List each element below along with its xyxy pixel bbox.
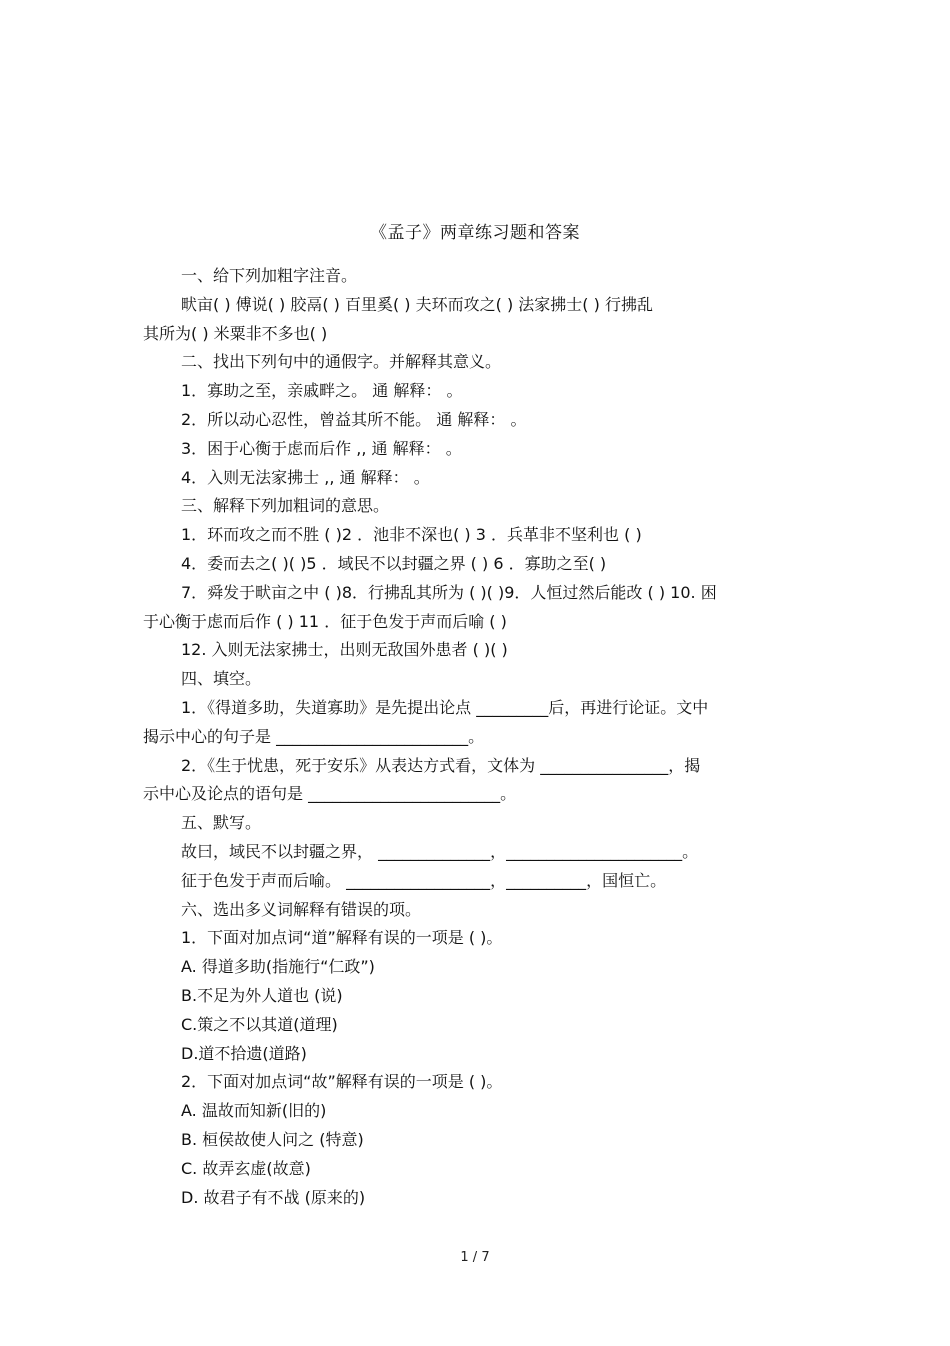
fill-in-line: 1．《得道多助，失道寡助》是先提出论点 _________后，再进行论证。文中 — [181, 697, 709, 717]
fill-in-line: 示中心及论点的语句是 ________________________。 — [143, 784, 517, 804]
question-line: 4．委而去之( )( )5 ．域民不以封疆之界 ( ) 6 ．寡助之至( ) — [181, 553, 607, 573]
section-heading-1: 一、给下列加粗字注音。 — [181, 266, 358, 285]
document-title: 《孟子》两章练习题和答案 — [370, 223, 580, 243]
option-a: A. 温故而知新(旧的) — [181, 1101, 327, 1121]
section-heading-2: 二、找出下列句中的通假字。并解释其意义。 — [181, 352, 502, 372]
question-item: 2．下面对加点词“故”解释有误的一项是 ( )。 — [181, 1072, 503, 1092]
question-line: 于心衡于虑而后作 ( ) 11 ．征于色发于声而后喻 ( ) — [143, 611, 507, 631]
question-line: 12. 入则无法家拂士，出则无敌国外患者 ( )( ) — [181, 640, 508, 660]
question-item: 4．入则无法家拂士 ,, 通 解释： 。 — [181, 467, 430, 487]
section-heading-5: 五、默写。 — [181, 813, 262, 833]
document-body — [143, 262, 805, 1212]
fill-in-line: 揭示中心的句子是 ________________________。 — [143, 726, 485, 746]
question-item: 2．所以动心忍性，曾益其所不能。 通 解释： 。 — [181, 409, 527, 429]
option-c: C.策之不以其道(道理) — [181, 1014, 338, 1034]
option-b: B. 桓侯故使人问之 (特意) — [181, 1129, 364, 1149]
question-line: 1．环而攻之而不胜 ( )2 ．池非不深也( ) 3 ．兵革非不坚利也 ( ) — [181, 525, 642, 545]
fill-in-line: 2．《生于忧患，死于安乐》从表达方式看，文体为 ________________，揭 — [181, 755, 701, 775]
question-item: 3．困于心衡于虑而后作 ,, 通 解释： 。 — [181, 438, 462, 458]
section-heading-4: 四、填空。 — [181, 669, 262, 689]
option-a: A. 得道多助(指施行“仁政”) — [181, 957, 375, 977]
dictation-line: 征于色发于声而后喻。 __________________，__________，国恒亡。 — [181, 870, 667, 890]
section-1-line: 畎亩( ) 傅说( ) 胶鬲( ) 百里奚( ) 夫环而攻之( ) 法家拂士( ) 行拂乱 — [181, 294, 653, 314]
option-d: D. 故君子有不战 (原来的) — [181, 1187, 366, 1207]
question-line: 7．舜发于畎亩之中 ( )8．行拂乱其所为 ( )( )9．人恒过然后能改 ( ) 10. 困 — [181, 582, 717, 602]
option-b: B.不足为外人道也 (说) — [181, 985, 343, 1005]
section-heading-6: 六、选出多义词解释有错误的项。 — [181, 899, 422, 919]
dictation-line: 故曰，域民不以封疆之界， ______________，______________________。 — [181, 841, 699, 861]
page-number: 1 / 7 — [460, 1250, 490, 1265]
question-item: 1．下面对加点词“道”解释有误的一项是 ( )。 — [181, 928, 503, 948]
question-item: 1．寡助之至，亲戚畔之。 通 解释： 。 — [181, 381, 463, 401]
option-c: C. 故弄玄虚(故意) — [181, 1158, 311, 1178]
option-d: D.道不拾遗(道路) — [181, 1043, 307, 1063]
section-heading-3: 三、解释下列加粗词的意思。 — [181, 496, 390, 516]
section-1-line: 其所为( ) 米粟非不多也( ) — [143, 323, 328, 343]
